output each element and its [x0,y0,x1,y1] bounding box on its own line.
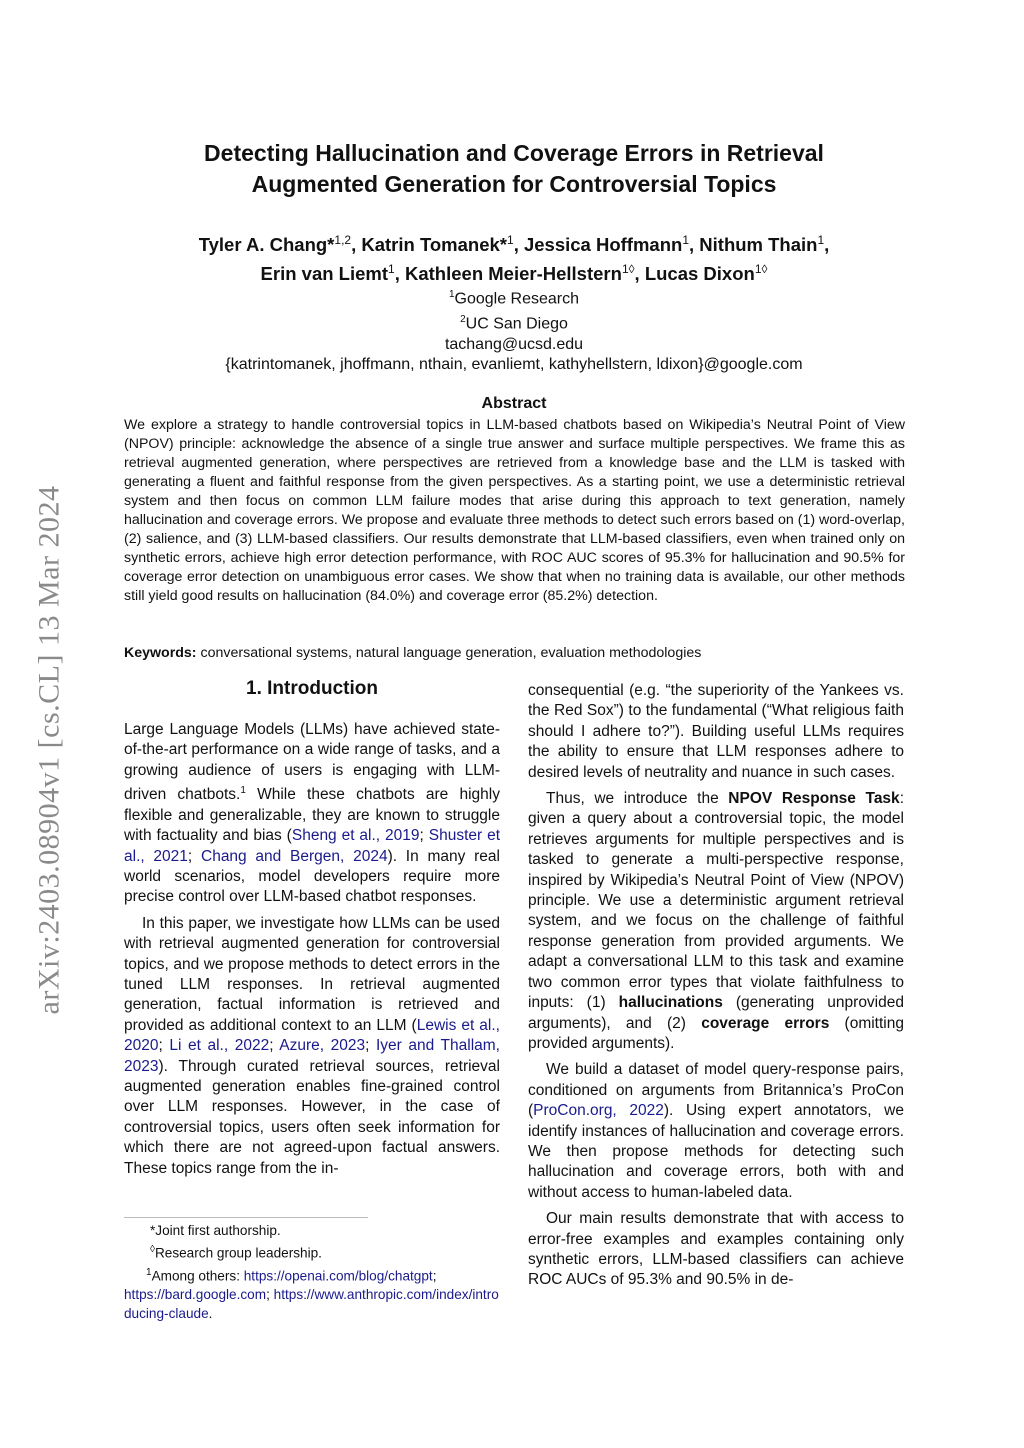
author-name: Jessica Hoffmann [523,234,683,256]
arxiv-identifier [26,450,72,1050]
title-line-1: Detecting Hallucination and Coverage Errors in Retrieval [204,140,824,166]
author-affil-mark: 1 [817,233,825,247]
abstract-heading: Abstract [481,395,547,412]
footnote-url[interactable]: https://bard.google.com [124,1287,267,1303]
author-name: Kathleen Meier-Hellstern [405,263,622,285]
paragraph: Thus, we introduce the NPOV Response Task: given a query about a controversial topic, the model retrieves arguments for multiple perspectives and is tasked to generate a multi-perspective response, inspired by Wikipedia’s Neutral Point of View (NPOV) principle. We use a deterministic argument retrieval system, and we focus on the challenge of faithful response generation from provided arguments. We adapt a conversational LLM to this task and examine two common error types that violate faithfulness to inputs: (1) hallucinations (generating unprovided arguments), and (2) coverage errors (omitting provided arguments). [528,790,904,1052]
title-line-2: Augmented Generation for Controversial Topics [251,171,777,197]
author-name: Nithum Thain [699,234,818,256]
author-line-2: Erin van Liemt$^1$, Kathleen Meier-Hellstern$^{1◊}$, Lucas Dixon$^{1◊}$ [260,262,768,285]
author-name: Tyler A. Chang* [198,234,335,256]
author-affil-mark: 1 [388,262,395,277]
paragraph: Large Language Models (LLMs) have achieved state-of-the-art performance on a wide range of tasks, and a growing audience of users is engaging with LLM-driven chatbots.$^1$ While these chatbots are highly flexible and generalizable, they are known to struggle with factuality and bias (Sheng et al., 2019; Shuster et al., 2021; Chang and Bergen, 2024). In many real world scenarios, model developers require more precise control over LLM-based chatbot responses. [124,721,501,906]
email-group: {katrintomanek, jhoffmann, nthain, evanliemt, kathyhellstern, ldixon}@google.com [225,356,803,374]
author-affil-mark: 1 [507,233,514,247]
citation-link[interactable]: Azure, 2023 [279,1037,366,1055]
footnote-leadership: ◊Research group leadership. [150,1244,322,1261]
paragraph: In this paper, we investigate how LLMs can be used with retrieval augmented generation for controversial topics, and we propose methods to detect errors in the tuned LLM responses. In retrieval augmented generation, factual information is retrieved and provided as additional context to an LLM (Lewis et al., 2020; Li et al., 2022; Azure, 2023; Iyer and Thallam, 2023). Through curated retrieval sources, retrieval augmented generation enables fine-grained control over LLM responses. However, in the case of controversial topics, users often seek information for which there are not agreed-upon factual answers. These topics range from the in- [124,914,500,1177]
citation-link[interactable]: Sheng et al., 2019 [291,827,420,845]
keywords-label: Keywords: [124,645,197,661]
author-line-1: Tyler A. Chang*$^{1,2}$, Katrin Tomanek*$^1$, Jessica Hoffmann$^1$, Nithum Thain$^1$, [198,233,830,256]
arxiv-identifier-text: arXiv:2403.08904v1 [cs.CL] 13 Mar 2024 [32,485,65,1015]
paper-title [124,138,904,200]
abstract-text: We explore a strategy to handle controversial topics in LLM-based chatbots based on Wikipedia’s Neutral Point of View (NPOV) principle: acknowledge the absence of a single true answer and surface multiple perspectives. We frame this as retrieval augmented generation, where perspectives are retrieved from a knowledge base and the LLM is tasked with generating a fluent and faithful response from the given perspectives. As a starting point, we use a deterministic retrieval system and then focus on common LLM failure modes that arise during this approach to text generation, namely hallucination and coverage errors. We propose and evaluate three methods to detect such errors based on (1) word-overlap, (2) salience, and (3) LLM-based classifiers. Our results demonstrate that LLM-based classifiers, even when trained only on synthetic errors, achieve high error detection performance, with ROC AUC scores of 95.3% for hallucination and 90.5% for coverage error detection on unambiguous error cases. We show that when no training data is available, our other methods still yield good results on hallucination (84.0%) and coverage error (85.2%) detection. [124,417,905,604]
author-name: Katrin Tomanek* [361,234,507,256]
affiliation-1: $^1$Google Research [448,289,580,308]
keywords [124,644,905,663]
footnote-url[interactable]: https://openai.com/blog/chatgpt [243,1268,433,1284]
citation-link[interactable]: Chang and Bergen, 2024 [201,847,388,865]
footnote-url[interactable]: https://www.anthropic.com/index/introducing-claude [124,1287,499,1322]
author-affil-mark: 1◊ [621,262,635,277]
author-affil-mark: 1◊ [754,262,768,277]
author-list [124,228,904,286]
author-name: Lucas Dixon [644,263,755,285]
email-primary: tachang@ucsd.edu [444,335,584,353]
affiliations [124,285,904,376]
citation-link[interactable]: Li et al., 2022 [169,1037,270,1055]
footnote-chatbots-cont: https://bard.google.com; https://www.anthropic.com/index/introducing-claude. [124,1287,499,1322]
paragraph: consequential (e.g. “the superiority of the Yankees vs. the Red Sox”) to the fundamental (“What religious faith should I adhere to?”). Building useful LLMs requires the ability to ensure that LLM responses adhere to desired levels of neutrality and nuance in such cases. [528,682,904,781]
keywords-text: conversational systems, natural language generation, evaluation methodologies [200,645,702,661]
footnote-divider [124,1217,368,1218]
right-column [528,681,904,1297]
section-heading: 1. Introduction [246,678,378,699]
footnote-joint-authorship: *Joint first authorship. [150,1223,281,1238]
left-column [124,720,500,1185]
paragraph: Our main results demonstrate that with access to error-free examples and examples containing only synthetic errors, LLM-based classifiers can achieve ROC AUCs of 95.3% and 90.5% in de- [528,1210,904,1289]
citation-link[interactable]: Iyer and Thallam, 2023 [124,1037,500,1075]
author-affil-mark: 1 [682,233,689,247]
author-name: Erin van Liemt [260,263,389,285]
citation-link[interactable]: Lewis et al., 2020 [124,1016,500,1055]
footnote-ref[interactable]: 1 [240,785,246,797]
author-affil-mark: 1,2 [334,233,352,247]
footnote-chatbots: $^1$Among others: https://openai.com/blog/chatgpt; [146,1266,437,1284]
citation-link[interactable]: ProCon.org, 2022 [533,1102,664,1120]
footnotes [124,1221,500,1323]
paragraph: We build a dataset of model query-response pairs, conditioned on arguments from Britannica’s ProCon (ProCon.org, 2022). Using expert annotators, we identify instances of hallucination and coverage errors. We then propose methods for detecting such hallucination and coverage errors, both with and without access to human-labeled data. [528,1061,904,1201]
affiliation-2: $^2$UC San Diego [460,313,568,333]
citation-link[interactable]: Shuster et al., 2021 [124,827,501,865]
